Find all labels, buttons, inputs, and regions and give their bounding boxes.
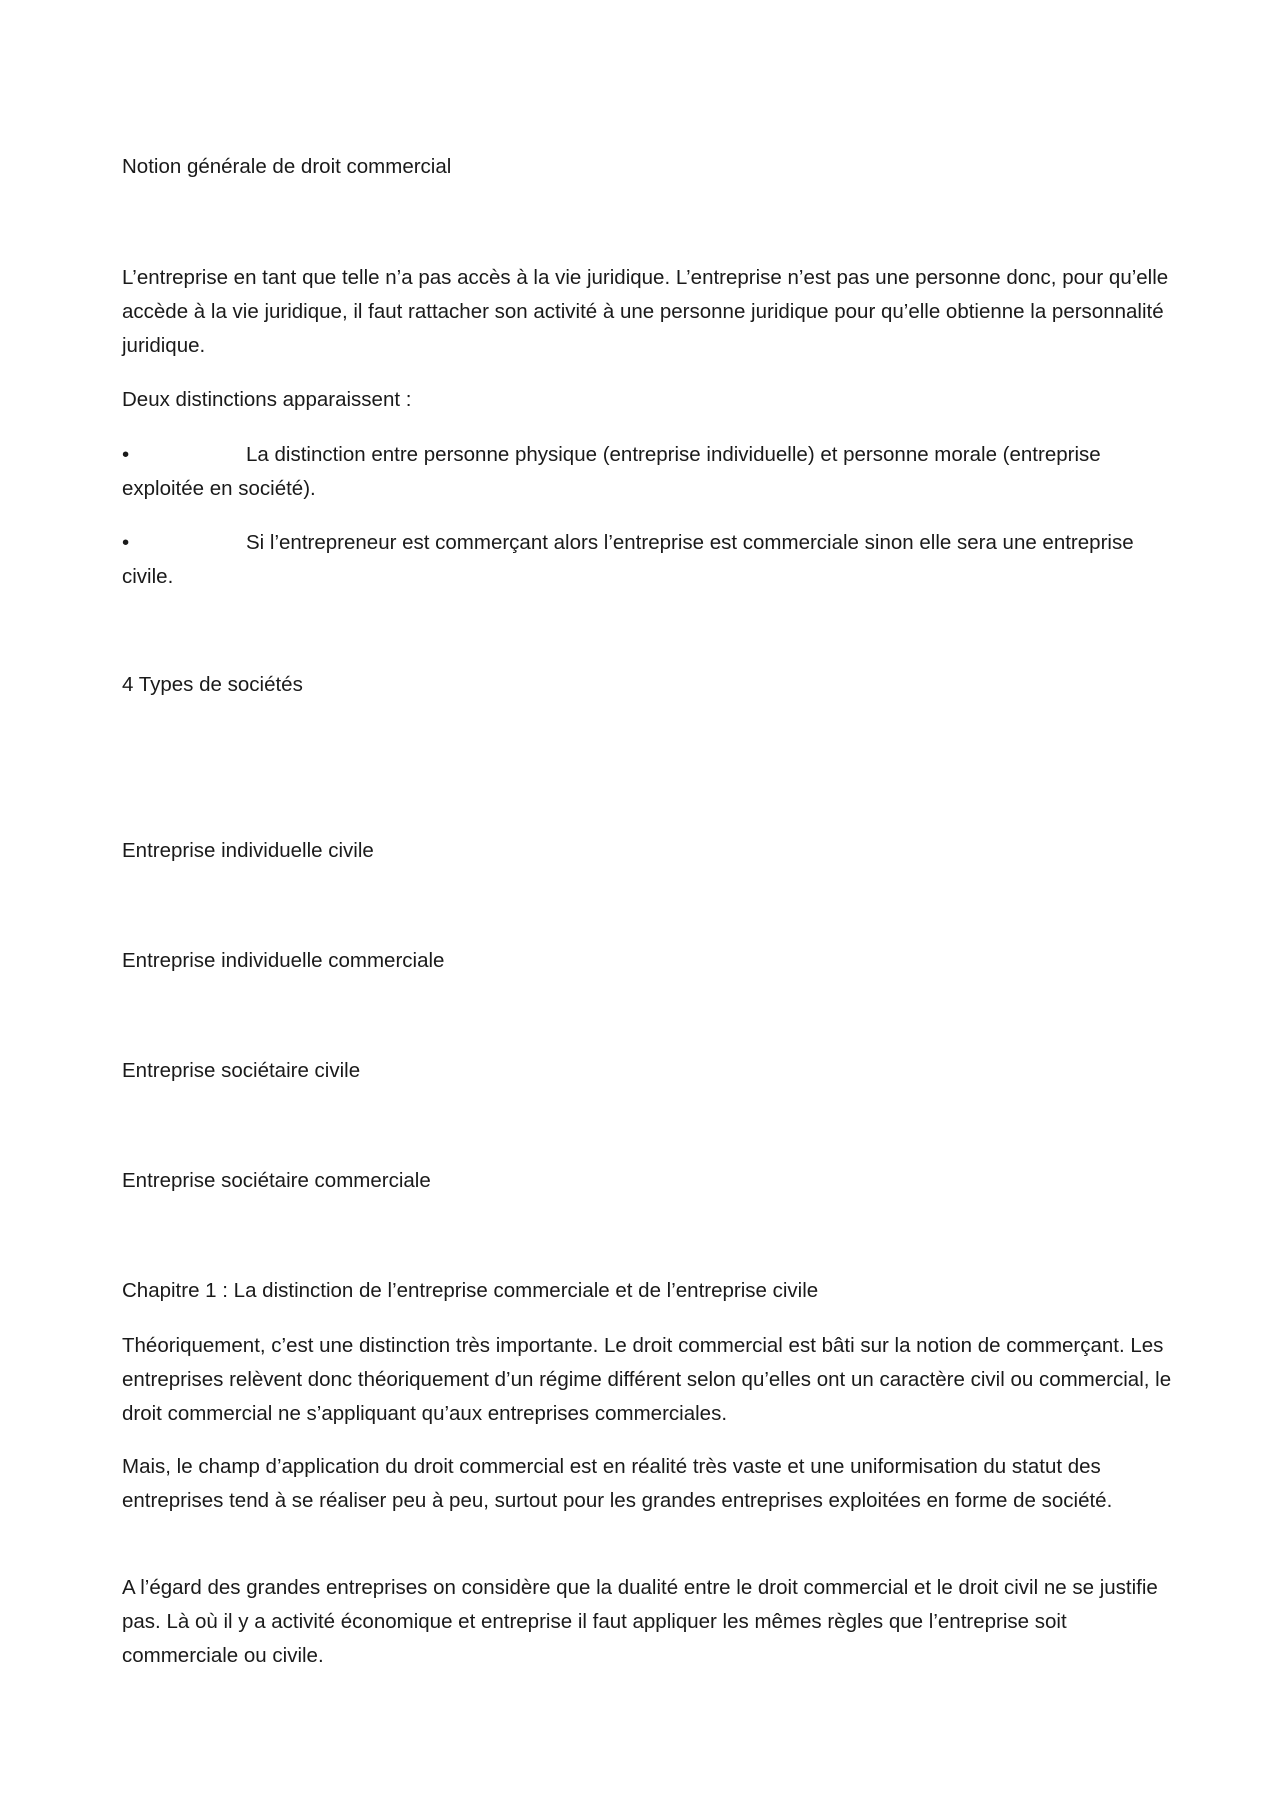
bullet-text: Si l’entrepreneur est commerçant alors l’entreprise est commerciale sinon elle sera une entreprise civile.	[122, 531, 1134, 588]
bullet-symbol: •	[122, 443, 130, 466]
chapter-paragraph-1: Théoriquement, c’est une distinction très importante. Le droit commercial est bâti sur la notion de commerçant. Les entreprises relèvent donc théoriquement d’un régime différent selon qu’elles ont un caractère civil ou commercial, le droit commercial ne s’appliquant qu’aux entreprises commerciales.	[122, 1334, 1172, 1425]
bullet-item-1	[122, 438, 1172, 506]
bullet-symbol: •	[122, 531, 130, 554]
type-item-1: Entreprise individuelle civile	[122, 839, 374, 862]
distinctions-heading: Deux distinctions apparaissent :	[122, 388, 412, 411]
chapter-heading: Chapitre 1 : La distinction de l’entreprise commerciale et de l’entreprise civile	[122, 1279, 819, 1302]
type-item-2: Entreprise individuelle commerciale	[122, 949, 445, 972]
bullet-text: La distinction entre personne physique (entreprise individuelle) et personne morale (entreprise exploitée en société).	[122, 443, 1101, 500]
chapter-paragraph-2: Mais, le champ d’application du droit commercial est en réalité très vaste et une uniformisation du statut des entreprises tend à se réaliser peu à peu, surtout pour les grandes entreprises exploitées en forme de société.	[122, 1455, 1113, 1512]
type-item-4: Entreprise sociétaire commerciale	[122, 1169, 431, 1192]
bullet-item-2	[122, 526, 1172, 594]
document-title: Notion générale de droit commercial	[122, 155, 452, 178]
chapter-paragraph-3: A l’égard des grandes entreprises on considère que la dualité entre le droit commercial et le droit civil ne se justifie pas. Là où il y a activité économique et entreprise il faut appliquer les mêmes règles que l’entreprise soit commerciale ou civile.	[122, 1576, 1158, 1667]
intro-paragraph: L’entreprise en tant que telle n’a pas accès à la vie juridique. L’entreprise n’est pas une personne donc, pour qu’elle accède à la vie juridique, il faut rattacher son activité à une personne juridique pour qu’elle obtienne la personnalité juridique.	[122, 266, 1169, 357]
type-item-3: Entreprise sociétaire civile	[122, 1059, 361, 1082]
types-heading: 4 Types de sociétés	[122, 673, 303, 696]
